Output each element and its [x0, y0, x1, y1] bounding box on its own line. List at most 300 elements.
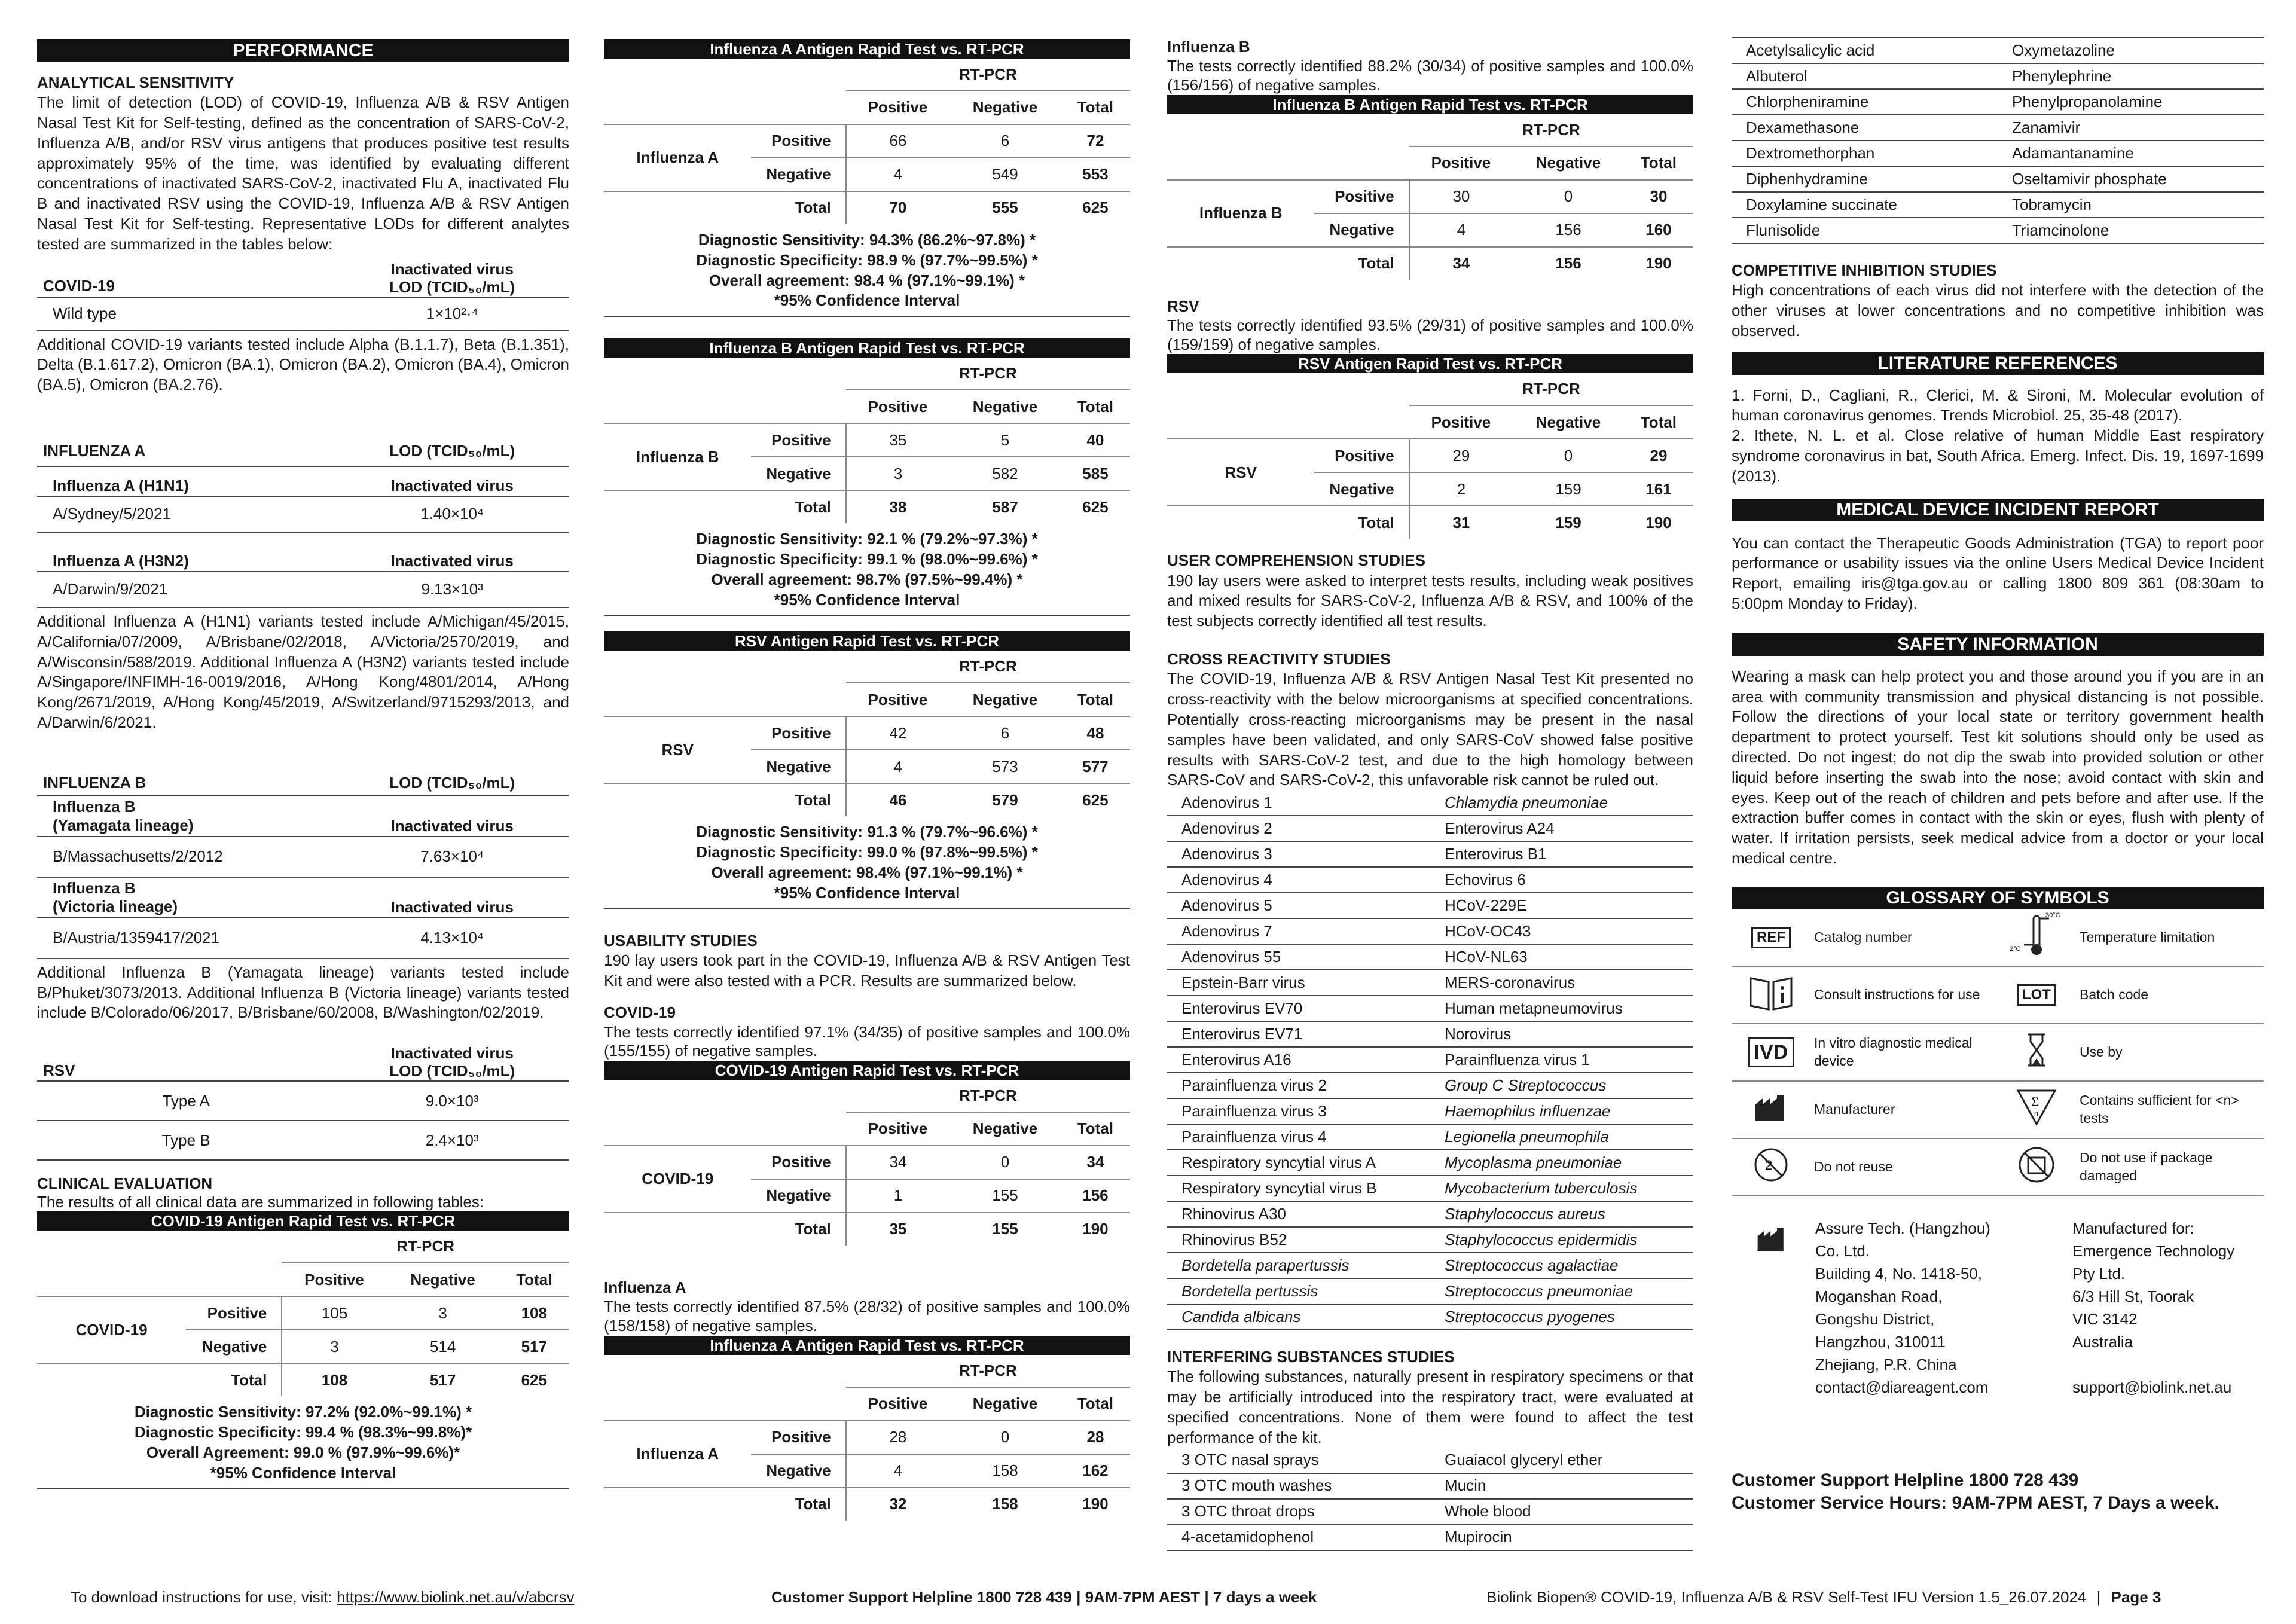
cell-total-total: 625 [521, 1370, 547, 1389]
table-summary [37, 1396, 569, 1489]
flub-lod-header: LOD (TCID₅₀/mL) [389, 774, 515, 792]
address-line: Hangzhou, 310011 [1815, 1332, 1946, 1351]
cell-pos-neg: 3 [387, 1296, 499, 1330]
cell-pos-neg: 5 [949, 423, 1061, 457]
cell-neg-pos: 4 [1409, 213, 1513, 247]
rt-pcr-header: RT-PCR [846, 1355, 1130, 1387]
diagnostic-specificity: Diagnostic Specificity: 98.9 % (97.7%~99.5%) * [696, 251, 1038, 269]
cell-total-neg: 587 [992, 497, 1018, 516]
covid-lod-col2: LOD (TCID₅₀/mL) [389, 277, 515, 296]
header-total: Total [1640, 413, 1677, 431]
covid-lod-row-value: 1×10²·⁴ [426, 304, 478, 322]
table-row [1167, 1278, 1693, 1304]
cell-pos-pos: 35 [846, 423, 949, 457]
confidence-interval-note: *95% Confidence Interval [774, 590, 960, 609]
cell-neg-total: 553 [1061, 158, 1130, 191]
cell-pos-total: 72 [1061, 124, 1130, 158]
header-negative: Negative [1535, 154, 1601, 172]
sigma-glyph: Σ [2031, 1094, 2039, 1110]
right-item: Phenylpropanolamine [1998, 89, 2264, 115]
row-group-label: Influenza B [604, 423, 751, 490]
contingency-grid [604, 651, 1130, 816]
cell-pos-pos: 29 [1409, 439, 1513, 472]
row-negative: Negative [751, 158, 845, 191]
usability-rsv-text: The tests correctly identified 93.5% (29/31) of positive samples and 100.0% (159/159) of negative samples. [1167, 316, 1693, 353]
cross-heading: CROSS REACTIVITY STUDIES [1167, 650, 1391, 668]
contingency-table-t5 [604, 1061, 1130, 1246]
table-row [1167, 1201, 1693, 1227]
flua-h3n2-label: Influenza A (H3N2) [53, 551, 189, 570]
rt-pcr-header: RT-PCR [846, 651, 1130, 683]
table-row [1167, 1304, 1693, 1330]
cell-neg-neg: 155 [949, 1179, 1061, 1213]
left-item: Parainfluenza virus 2 [1167, 1073, 1430, 1098]
contingency-table-t6 [604, 1336, 1130, 1521]
covid-lod-col1: Inactivated virus [390, 260, 514, 278]
flub-row-1-label: B/Massachusetts/2/2012 [53, 847, 223, 866]
row-positive: Positive [186, 1296, 282, 1330]
row-positive: Positive [751, 124, 845, 158]
safety-title: SAFETY INFORMATION [1732, 633, 2264, 656]
left-item: 3 OTC throat drops [1167, 1499, 1430, 1525]
contingency-grid [1167, 373, 1693, 539]
right-item: Oseltamivir phosphate [1998, 166, 2264, 192]
table-summary [604, 816, 1130, 909]
flua-row-1-value: 1.40×10⁴ [420, 505, 484, 523]
header-total: Total [1077, 397, 1114, 416]
table-row [1167, 841, 1693, 867]
glossary-table [1732, 909, 2264, 1196]
rsv-row-2-value: 2.4×10³ [425, 1131, 479, 1149]
row-total: Total [795, 790, 831, 809]
cell-pos-total: 48 [1061, 716, 1130, 750]
cell-total-pos: 38 [846, 490, 949, 523]
left-item: Enterovirus EV70 [1167, 996, 1430, 1021]
left-item: Adenovirus 2 [1167, 816, 1430, 841]
cell-neg-neg: 159 [1513, 472, 1624, 506]
glossary-consult: Consult instructions for use [1810, 966, 1997, 1024]
cell-pos-total: 30 [1624, 180, 1693, 213]
rsv-lod-col1: Inactivated virus [390, 1044, 514, 1063]
flub-lod-table [37, 771, 569, 959]
overall-agreement: Overall agreement: 98.4 % (97.1%~99.1%) * [709, 271, 1025, 289]
cell-neg-total: 577 [1061, 750, 1130, 783]
header-negative: Negative [972, 1119, 1038, 1138]
footer-product-text: Biolink Biopen® COVID-19, Influenza A/B & RSV Self-Test IFU Version 1.5_26.07.2024 [1486, 1588, 2087, 1606]
cell-pos-total: 40 [1061, 423, 1130, 457]
diagnostic-specificity: Diagnostic Specificity: 99.1 % (98.0%~99.6%) * [696, 550, 1038, 568]
ivd-icon: IVD [1748, 1037, 1795, 1067]
cell-total-pos: 70 [846, 191, 949, 224]
address-line: Manufactured for: [2072, 1219, 2194, 1237]
overall-agreement: Overall Agreement: 99.0 % (97.9%~99.6%)* [146, 1443, 460, 1461]
right-item: Echovirus 6 [1430, 867, 1693, 893]
contingency-table-t4 [604, 631, 1130, 909]
header-total: Total [1077, 1119, 1114, 1138]
cell-total-total: 625 [1082, 497, 1109, 516]
consult-instructions-icon [1747, 973, 1795, 1012]
table-row [1732, 166, 2264, 192]
glossary-ivd: In vitro diagnostic medical device [1810, 1024, 1997, 1081]
literature-ref-2: 2. Ithete, N. L. et al. Close relative of human Middle East respiratory syndrome coronavirus in bat, South Africa. Emerg. Infect. Dis. 19, 1697-1699 (2013). [1732, 426, 2264, 485]
table-row [1167, 790, 1693, 816]
table-row [1167, 1150, 1693, 1176]
table-row [1732, 89, 2264, 115]
usability-flub-heading: Influenza B [1167, 38, 1250, 56]
hourglass-icon [2025, 1032, 2048, 1068]
cell-pos-pos: 28 [846, 1421, 949, 1454]
header-negative: Negative [972, 1394, 1038, 1413]
table-row [1167, 1073, 1693, 1098]
table-title: RSV Antigen Rapid Test vs. RT-PCR [604, 631, 1130, 651]
cell-neg-neg: 514 [387, 1330, 499, 1363]
cross-reactivity-table [1167, 790, 1693, 1330]
table-row [1167, 1525, 1693, 1550]
cell-total-pos: 108 [282, 1363, 386, 1396]
cell-neg-pos: 4 [846, 1454, 949, 1488]
left-item: Adenovirus 3 [1167, 841, 1430, 867]
flua-h3n2-inact: Inactivated virus [390, 551, 514, 570]
left-item: Enterovirus EV71 [1167, 1021, 1430, 1047]
address-line: Gongshu District, [1815, 1309, 1935, 1328]
flua-row-2-value: 9.13×10³ [421, 580, 483, 599]
cell-total-pos: 46 [846, 783, 949, 816]
left-item: Doxylamine succinate [1732, 192, 1998, 218]
manufacturer-block [1732, 1217, 2264, 1444]
table-title: COVID-19 Antigen Rapid Test vs. RT-PCR [37, 1211, 569, 1231]
manufacturer-icon [1753, 1092, 1789, 1122]
header-positive: Positive [868, 1119, 928, 1138]
flub-vic-inact: Inactivated virus [390, 898, 514, 916]
overall-agreement: Overall agreement: 98.7% (97.5%~99.4%) * [711, 570, 1023, 588]
right-item: Legionella pneumophila [1430, 1124, 1693, 1150]
row-total: Total [795, 497, 831, 516]
cell-total-total: 625 [1082, 790, 1109, 809]
row-group-label: COVID-19 [37, 1296, 186, 1363]
cell-pos-pos: 105 [282, 1296, 386, 1330]
cell-neg-neg: 573 [949, 750, 1061, 783]
cell-neg-neg: 156 [1513, 213, 1624, 247]
table-row [1167, 893, 1693, 918]
cell-neg-pos: 3 [282, 1330, 386, 1363]
table-row [1732, 192, 2264, 218]
right-item: Enterovirus B1 [1430, 841, 1693, 867]
covid-variants-note: Additional COVID-19 variants tested include Alpha (B.1.1.7), Beta (B.1.351), Delta (B.1.617.2), Omicron (BA.1), Omicron (BA.2), Omicron (BA.4), Omicron (BA.5), Omicron (BA.2.76). [37, 335, 570, 394]
cell-neg-total: 156 [1061, 1179, 1130, 1213]
left-item: Flunisolide [1732, 218, 1998, 243]
left-item: Bordetella pertussis [1167, 1278, 1430, 1304]
contingency-table-t7 [1167, 95, 1693, 280]
row-negative: Negative [1314, 472, 1409, 506]
left-item: Albuterol [1732, 63, 1998, 89]
right-item: Mupirocin [1430, 1525, 1693, 1550]
cell-pos-neg: 6 [949, 124, 1061, 158]
flub-vic-label-2: (Victoria lineage) [53, 897, 178, 915]
support-line-1: Customer Support Helpline 1800 728 439 [1732, 1470, 2079, 1490]
right-item: Triamcinolone [1998, 218, 2264, 243]
row-total: Total [795, 199, 831, 217]
cell-pos-neg: 0 [1513, 439, 1624, 472]
covid-lod-row-label: Wild type [53, 304, 117, 322]
cell-total-total: 190 [1082, 1495, 1109, 1513]
row-total: Total [231, 1370, 267, 1389]
left-item: Respiratory syncytial virus B [1167, 1176, 1430, 1201]
column-4 [1732, 37, 2264, 1515]
table-row [1732, 141, 2264, 166]
flua-lod-header: LOD (TCID₅₀/mL) [389, 442, 515, 460]
header-positive: Positive [1431, 154, 1491, 172]
temperature-limit-icon [2010, 911, 2063, 959]
right-item: Adamantanamine [1998, 141, 2264, 166]
cell-pos-total: 28 [1061, 1421, 1130, 1454]
safety-text: Wearing a mask can help protect you and those around you if you are in an area with community transmission and physical distancing is not possible. Follow the directions of your local state or territory government health department to protect yourself. Test kit solutions should only be used as directed. Do not ingest; do not dip the swab into provided solution or other liquid before inserting the swab into the nose; avoid contact with skin and eyes. Keep out of the reach of children and pets before and after use. If the extraction buffer comes in contact with the skin or eyes, flush with plenty of water. If irritation persists, seek medical advice from a doctor or your local medical centre. [1732, 667, 2264, 867]
cell-neg-pos: 4 [846, 158, 949, 191]
cell-total-neg: 158 [992, 1495, 1018, 1513]
address-line: Pty Ltd. [2072, 1264, 2126, 1283]
address-line: Emergence Technology [2072, 1241, 2235, 1260]
right-item: HCoV-OC43 [1430, 918, 1693, 944]
right-item: Mycoplasma pneumoniae [1430, 1150, 1693, 1176]
analytical-text: The limit of detection (LOD) of COVID-19, Influenza A/B & RSV Antigen Nasal Test Kit for Self-testing, defined as the concentration of SARS-CoV-2, Influenza A/B, and/or RSV virus antigens that produces positive test results approximately 95% of the time, was identified by evaluating different concentrations of inactivated SARS-CoV-2, inactivated Flu A, inactivated Flu B and inactivated RSV using the COVID-19, Influenza A/B & RSV Antigen Nasal Test Kit for Self-testing. Representative LODs for different analytes tested are summarized in the tables below: [37, 93, 569, 253]
row-total: Total [1358, 513, 1394, 532]
left-item: Dextromethorphan [1732, 141, 1998, 166]
confidence-interval-note: *95% Confidence Interval [774, 291, 960, 310]
cell-total-neg: 155 [992, 1220, 1018, 1238]
clinical-text: The results of all clinical data are summarized in following tables: [37, 1193, 484, 1211]
left-item: Candida albicans [1167, 1304, 1430, 1330]
flub-row-1-value: 7.63×10⁴ [420, 847, 484, 866]
table-summary [604, 523, 1130, 616]
package-damaged-icon [2017, 1146, 2056, 1184]
usability-rsv-heading: RSV [1167, 297, 1199, 315]
left-item: Adenovirus 4 [1167, 867, 1430, 893]
left-item: Bordetella parapertussis [1167, 1253, 1430, 1278]
cell-pos-neg: 6 [949, 716, 1061, 750]
footer-download-link[interactable]: https://www.biolink.net.au/v/abcrsv [337, 1588, 575, 1606]
left-item: Parainfluenza virus 4 [1167, 1124, 1430, 1150]
table-row [1167, 1227, 1693, 1253]
address-line: Co. Ltd. [1815, 1241, 1870, 1260]
table-row [1167, 816, 1693, 841]
temp-low-label: 2°C [2010, 945, 2021, 953]
cell-total-total: 190 [1645, 254, 1672, 273]
temp-high-label: 30°C [2045, 912, 2060, 920]
confidence-interval-note: *95% Confidence Interval [210, 1463, 396, 1482]
cell-pos-pos: 34 [846, 1146, 949, 1179]
table-row [1167, 918, 1693, 944]
left-item: 3 OTC mouth washes [1167, 1473, 1430, 1499]
interfering-text: The following substances, naturally present in respiratory specimens or that may be artificially introduced into the respiratory tract, were evaluated at specified concentrations. None of them were found to affect the test performance of the kit. [1167, 1367, 1693, 1446]
diagnostic-specificity: Diagnostic Specificity: 99.0 % (97.8%~99.5%) * [696, 843, 1038, 862]
right-item: Group C Streptococcus [1430, 1073, 1693, 1098]
cell-total-pos: 32 [846, 1488, 949, 1521]
cell-pos-pos: 42 [846, 716, 949, 750]
header-negative: Negative [972, 397, 1038, 416]
cell-total-total: 625 [1082, 199, 1109, 217]
diagnostic-sensitivity: Diagnostic Sensitivity: 91.3 % (79.7%~96.6%) * [696, 823, 1038, 841]
cell-neg-neg: 158 [949, 1454, 1061, 1488]
contingency-grid [604, 1355, 1130, 1521]
column-3 [1167, 37, 1693, 1551]
diagnostic-specificity: Diagnostic Specificity: 99.4 % (98.3%~99.8%)* [134, 1423, 472, 1442]
column-1 [37, 39, 569, 1489]
glossary-title: GLOSSARY OF SYMBOLS [1732, 887, 2264, 909]
table-title: COVID-19 Antigen Rapid Test vs. RT-PCR [604, 1061, 1130, 1080]
flua-h1n1-inact: Inactivated virus [390, 476, 514, 494]
cell-pos-neg: 0 [1513, 180, 1624, 213]
contingency-table-t3 [604, 338, 1130, 616]
rsv-lod-col2: LOD (TCID₅₀/mL) [389, 1062, 515, 1080]
left-item: Dexamethasone [1732, 115, 1998, 141]
analytical-heading: ANALYTICAL SENSITIVITY [37, 74, 234, 91]
manufactured-for-address [2072, 1217, 2234, 1399]
left-item: Adenovirus 1 [1167, 790, 1430, 816]
header-total: Total [516, 1270, 552, 1289]
address-line: Assure Tech. (Hangzhou) [1815, 1219, 1990, 1237]
row-negative: Negative [1314, 213, 1409, 247]
left-item: 4-acetamidophenol [1167, 1525, 1430, 1550]
right-item: Enterovirus A24 [1430, 816, 1693, 841]
table-title: Influenza A Antigen Rapid Test vs. RT-PCR [604, 1336, 1130, 1355]
footer-product [1486, 1588, 2161, 1607]
table-summary [604, 224, 1130, 317]
literature-ref-1: 1. Forni, D., Cagliani, R., Clerici, M. & Sironi, M. Molecular evolution of human coronavirus genomes. Trends Microbiol. 25, 35-48 (2017). [1732, 386, 2264, 425]
flub-row-2-value: 4.13×10⁴ [420, 929, 484, 947]
incident-title: MEDICAL DEVICE INCIDENT REPORT [1732, 499, 2264, 521]
row-group-label: RSV [1167, 439, 1314, 506]
reuse-glyph: 2 [1765, 1158, 1773, 1173]
right-item: Norovirus [1430, 1021, 1693, 1047]
diagnostic-sensitivity: Diagnostic Sensitivity: 97.2% (92.0%~99.1%) * [134, 1403, 472, 1421]
row-negative: Negative [751, 1179, 845, 1213]
cell-total-neg: 555 [992, 199, 1018, 217]
manufacturer-factory-icon [1755, 1225, 1788, 1253]
cell-total-neg: 156 [1555, 254, 1581, 273]
left-item: Respiratory syncytial virus A [1167, 1150, 1430, 1176]
header-negative: Negative [1535, 413, 1601, 431]
table-row [1167, 1448, 1693, 1473]
flub-yam-inact: Inactivated virus [390, 816, 514, 835]
glossary-do-not-reuse: Do not reuse [1810, 1138, 1997, 1196]
table-row [1167, 1253, 1693, 1278]
glossary-contains-sufficient: Contains sufficient for <n> tests [2076, 1081, 2264, 1138]
rsv-lod-table [37, 1041, 569, 1161]
competitive-heading: COMPETITIVE INHIBITION STUDIES [1732, 261, 1997, 279]
right-item: Chlamydia pneumoniae [1430, 790, 1693, 816]
manufacturer-address [1815, 1217, 1990, 1399]
cell-neg-pos: 2 [1409, 472, 1513, 506]
header-total: Total [1640, 154, 1677, 172]
contingency-grid [604, 1080, 1130, 1246]
cell-total-pos: 31 [1409, 506, 1513, 539]
cell-neg-total: 160 [1624, 213, 1693, 247]
footer-separator: | [2096, 1588, 2101, 1606]
right-item: MERS-coronavirus [1430, 970, 1693, 996]
covid-lod-label: COVID-19 [43, 277, 115, 295]
usability-covid-text: The tests correctly identified 97.1% (34/35) of positive samples and 100.0% (155/155) of negative samples. [604, 1022, 1130, 1060]
table-row [1167, 996, 1693, 1021]
address-line: Building 4, No. 1418-50, [1815, 1264, 1982, 1283]
contingency-grid [37, 1231, 569, 1396]
header-total: Total [1077, 98, 1114, 117]
table-row [1167, 944, 1693, 970]
table-row [1167, 1098, 1693, 1124]
flua-lod-table [37, 437, 569, 608]
right-item: Human metapneumovirus [1430, 996, 1693, 1021]
right-item: Zanamivir [1998, 115, 2264, 141]
rsv-row-1-label: Type A [162, 1091, 210, 1110]
usability-heading: USABILITY STUDIES [604, 931, 758, 950]
right-item: Phenylephrine [1998, 63, 2264, 89]
contingency-table-t1 [37, 1211, 569, 1489]
address-line: Moganshan Road, [1815, 1287, 1943, 1305]
rt-pcr-header: RT-PCR [1409, 373, 1693, 405]
confidence-interval-note: *95% Confidence Interval [774, 883, 960, 902]
flub-yam-label-1: Influenza B [53, 797, 136, 816]
left-item: Chlorpheniramine [1732, 89, 1998, 115]
left-item: Rhinovirus A30 [1167, 1201, 1430, 1227]
cell-total-neg: 159 [1555, 513, 1581, 532]
address-line: contact@diareagent.com [1815, 1378, 1989, 1396]
table-row [1732, 218, 2264, 243]
right-item: Streptococcus pyogenes [1430, 1304, 1693, 1330]
flua-variants-note: Additional Influenza A (H1N1) variants tested include A/Michigan/45/2015, A/California/07/2009, A/Brisbane/02/2018, A/Victoria/2570/2019, and A/Wisconsin/588/2019. Additional Influenza A (H3N2) variants tested include A/Singapore/INFIMH-16-0019/2016, A/Hong Kong/4801/2014, A/Hong Kong/2671/2019, A/Hong Kong/45/2019, A/Switzerland/9715293/2013, and A/Darwin/6/2021. [37, 612, 569, 732]
covid-lod-table [37, 257, 569, 331]
row-total: Total [1358, 254, 1394, 273]
usability-text: 190 lay users took part in the COVID-19, Influenza A/B & RSV Antigen Test Kit and were also tested with a PCR. Results are summarized below. [604, 951, 1130, 990]
lot-icon: LOT [2017, 984, 2056, 1006]
address-line: VIC 3142 [2072, 1309, 2138, 1328]
table-row [1167, 1176, 1693, 1201]
cell-pos-neg: 0 [949, 1421, 1061, 1454]
cell-neg-total: 161 [1624, 472, 1693, 506]
table-row [1167, 1021, 1693, 1047]
table-row [1167, 1047, 1693, 1073]
usability-flub-text: The tests correctly identified 88.2% (30/34) of positive samples and 100.0% (156/156) of negative samples. [1167, 57, 1693, 94]
left-item: Acetylsalicylic acid [1732, 38, 1998, 63]
header-positive: Positive [868, 397, 928, 416]
incident-text: You can contact the Therapeutic Goods Administration (TGA) to report poor performance or usability issues via the online Users Medical Device Incident Report, emailing iris@tga.gov.au or calling 1800 809 361 (08:30am to 5:00pm Monday to Friday). [1732, 533, 2264, 613]
contingency-grid [604, 59, 1130, 224]
cell-neg-pos: 3 [846, 457, 949, 490]
cell-neg-pos: 4 [846, 750, 949, 783]
cell-pos-total: 29 [1624, 439, 1693, 472]
literature-title: LITERATURE REFERENCES [1732, 352, 2264, 375]
flub-row-2-label: B/Austria/1359417/2021 [53, 929, 219, 947]
right-item: Oxymetazoline [1998, 38, 2264, 63]
table-row [1167, 1499, 1693, 1525]
sufficient-tests-icon [2016, 1088, 2057, 1127]
comprehension-heading: USER COMPREHENSION STUDIES [1167, 551, 1425, 570]
row-total: Total [795, 1495, 831, 1513]
interfering-heading: INTERFERING SUBSTANCES STUDIES [1167, 1348, 1455, 1366]
row-negative: Negative [751, 457, 845, 490]
contingency-grid [604, 358, 1130, 523]
left-item: Parainfluenza virus 3 [1167, 1098, 1430, 1124]
right-item: Guaiacol glyceryl ether [1430, 1448, 1693, 1473]
row-group-label: RSV [604, 716, 751, 783]
left-item: Adenovirus 55 [1167, 944, 1430, 970]
flub-label: INFLUENZA B [43, 774, 146, 792]
row-group-label: Influenza A [604, 1421, 751, 1488]
table-title: Influenza B Antigen Rapid Test vs. RT-PCR [604, 338, 1130, 358]
header-total: Total [1077, 690, 1114, 709]
right-item: Mycobacterium tuberculosis [1430, 1176, 1693, 1201]
usability-flua-heading: Influenza A [604, 1278, 686, 1297]
right-item: Streptococcus agalactiae [1430, 1253, 1693, 1278]
rt-pcr-header: RT-PCR [846, 358, 1130, 390]
glossary-catalog-number: Catalog number [1810, 909, 1997, 966]
